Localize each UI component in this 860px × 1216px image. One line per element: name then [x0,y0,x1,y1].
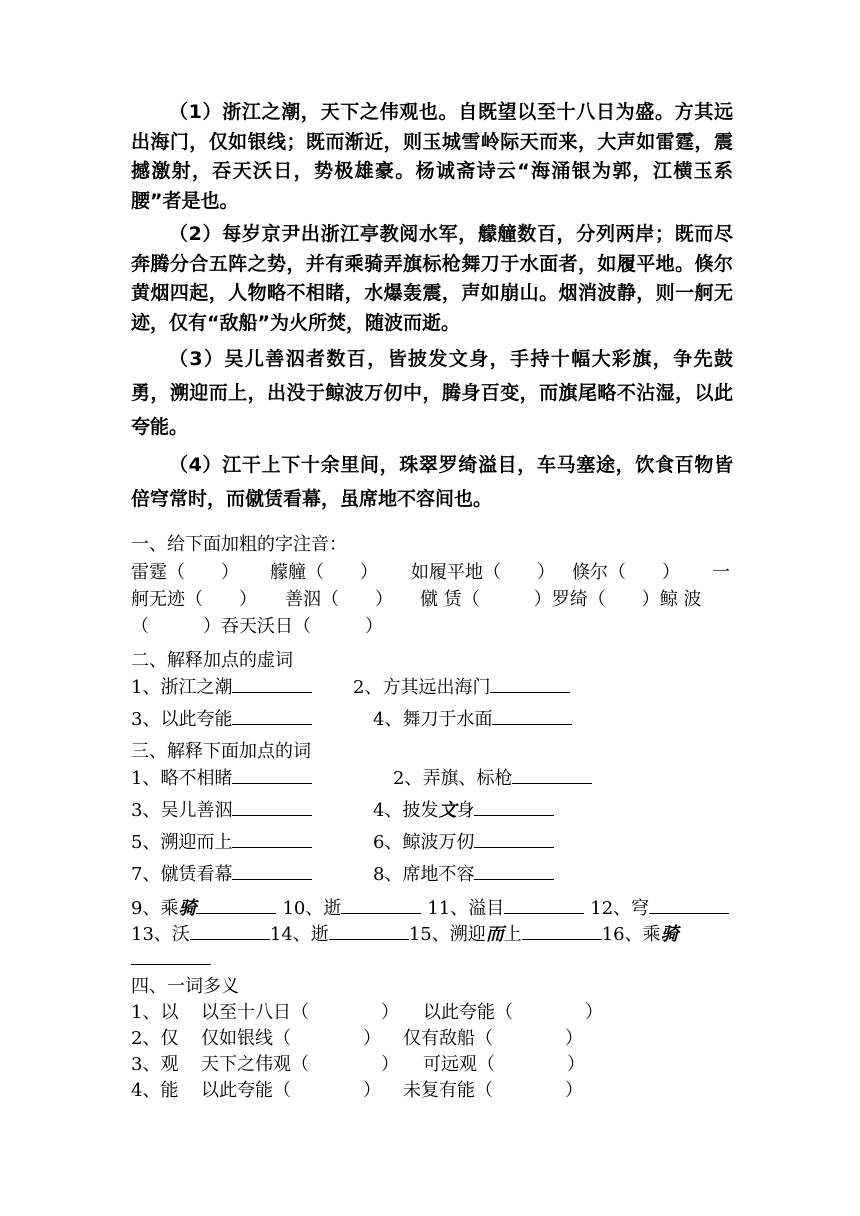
passage-paragraph-3: （3）吴儿善泅者数百，皆披发文身，手持十幅大彩旗，争先鼓勇，溯迎而上，出没于鲸波万仞中，腾身百变，而旗尾略不沾湿，以此夸能。 [131,348,733,438]
pinyin-item: 如履平地（ ） [411,562,555,583]
polysemy-row: 4、能 [131,1080,179,1101]
question-item: 1、略不相睹 [131,764,312,790]
polysemy-row: 3、观 [131,1054,179,1075]
pinyin-item: 雷霆（ ） [131,562,239,583]
passage-paragraph-1: （1）浙江之潮，天下之伟观也。自既望以至十八日为盛。方其远出海门，仅如银线；既而渐近，则玉城雪岭际天而来，大声如雷霆，震撼激射，吞天沃日，势极雄豪。杨诚斋诗云“海涌银为郭，江横玉系腰”者是也。 [131,101,733,212]
question-item: 4、舞刀于水面 [373,705,572,731]
pinyin-item: 舸无迹（ ） [131,589,257,610]
question-item: 8、席地不容 [373,860,554,886]
pinyin-item: 一 [712,562,730,583]
answer-blank-continued [131,964,211,965]
passage-paragraph-2: （2）每岁京尹出浙江亭教阅水军，艨艟数百，分列两岸；既而尽奔腾分合五阵之势，并有乘骑弄旗标枪舞刀于水面者，如履平地。倏尔黄烟四起，人物略不相睹，水爆轰震，声如崩山。烟消波静，则一舸无迹，仅有“敌船”为火所焚，随波而逝。 [131,223,733,334]
pinyin-item: 倏尔（ ） [572,562,680,583]
polysemy-usage: 未复有能（ ） [403,1080,583,1101]
section-2-title: 二、解释加点的虚词 [131,650,293,671]
question-item: 1、浙江之潮 [131,673,312,699]
section-4-title: 四、一词多义 [131,976,239,997]
pinyin-item: 善泅（ ） [285,589,393,610]
pinyin-item: 艨艟（ ） [270,562,378,583]
question-item: 6、鲸波万仞 [373,828,554,854]
section-1-title: 一、给下面加粗的字注音： [131,534,347,555]
passage-paragraph-4: （4）江干上下十余里间，珠翠罗绮溢目，车马塞途，饮食百物皆倍穹常时，而僦赁看幕，虽席地不容间也。 [131,454,733,510]
pinyin-item: 僦 赁（ ）罗绮（ ）鲸 波 [420,589,702,610]
question-item: 2、弄旗、标枪 [393,764,592,790]
polysemy-usage: 以此夸能（ ） [201,1080,381,1101]
section-3-title: 三、解释下面加点的词 [131,741,311,762]
question-row-9: 9、乘骑 10、逝 11、溢目 12、穹 [131,894,729,920]
pinyin-item: （ ）吞天沃日（ ） [131,616,383,637]
question-item: 7、僦赁看幕 [131,860,312,886]
polysemy-usage: 天下之伟观（ ） [201,1054,399,1075]
question-item: 4、披发文身 [373,796,554,822]
polysemy-usage: 仅如银线（ ） [201,1028,381,1049]
polysemy-usage: 可远观（ ） [423,1054,585,1075]
polysemy-usage: 以至十八日（ ） [201,1002,399,1023]
question-item: 3、吴儿善泅 [131,796,312,822]
polysemy-row: 2、仅 [131,1028,179,1049]
question-item: 2、方其远出海门 [353,673,570,699]
polysemy-usage: 仅有敌船（ ） [403,1028,583,1049]
polysemy-row: 1、以 [131,1002,179,1023]
question-item: 5、溯迎而上 [131,828,312,854]
question-row-13: 13、沃 14、逝 15、溯迎而上 16、乘骑 [131,920,679,946]
polysemy-usage: 以此夸能（ ） [423,1002,603,1023]
passage [131,98,733,516]
question-item: 3、以此夸能 [131,705,312,731]
